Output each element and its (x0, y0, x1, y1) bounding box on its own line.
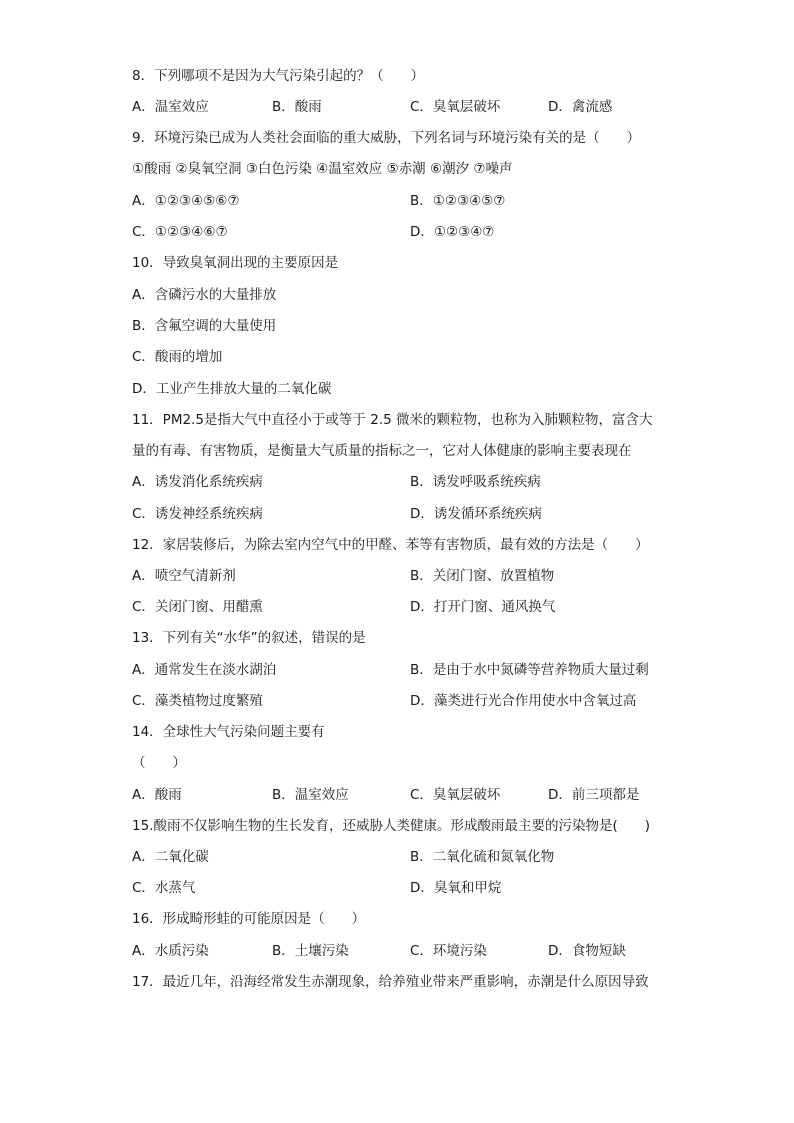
question-16-option-d: D．食物短缺 (548, 943, 626, 959)
question-13-option-a: A．通常发生在淡水湖泊 (132, 662, 277, 678)
question-9-items: ①酸雨 ②臭氧空洞 ③白色污染 ④温室效应 ⑤赤潮 ⑥潮汐 ⑦噪声 (132, 161, 513, 177)
question-11-option-a: A．诱发消化系统疾病 (132, 474, 263, 490)
question-17-stem: 17．最近几年，沿海经常发生赤潮现象，给养殖业带来严重影响，赤潮是什么原因导致 (132, 974, 649, 990)
question-13-stem: 13．下列有关“水华”的叙述，错误的是 (132, 630, 366, 646)
question-8-option-a: A．温室效应 (132, 99, 209, 115)
question-13-option-b: B．是由于水中氮磷等营养物质大量过剩 (410, 662, 649, 678)
question-8-option-d: D．禽流感 (548, 99, 613, 115)
question-10-option-b: B．含氟空调的大量使用 (132, 318, 277, 334)
question-16-option-a: A．水质污染 (132, 943, 209, 959)
question-12-option-a: A．喷空气清新剂 (132, 568, 236, 584)
question-9-option-a: A．①②③④⑤⑥⑦ (132, 193, 240, 209)
question-11-option-c: C．诱发神经系统疾病 (132, 506, 263, 522)
question-9-option-d: D．①②③④⑦ (410, 224, 495, 240)
question-15-option-b: B．二氧化硫和氮氧化物 (410, 849, 555, 865)
question-16-stem: 16．形成畸形蛙的可能原因是（ ） (132, 911, 366, 927)
question-15-option-d: D．臭氧和甲烷 (410, 880, 502, 896)
question-14-option-d: D．前三项都是 (548, 787, 640, 803)
question-14-option-b: B．温室效应 (272, 787, 349, 803)
question-10-option-a: A．含磷污水的大量排放 (132, 287, 277, 303)
question-11-option-d: D．诱发循环系统疾病 (410, 506, 542, 522)
question-9-stem: 9．环境污染已成为人类社会面临的重大威胁，下列名词与环境污染有关的是（ ） (132, 130, 641, 146)
question-15-stem: 15.酸雨不仅影响生物的生长发育，还威胁人类健康。形成酸雨最主要的污染物是( ) (132, 818, 651, 834)
question-14-stem: 14．全球性大气污染问题主要有 (132, 724, 325, 740)
question-15-option-c: C．水蒸气 (132, 880, 196, 896)
question-15-option-a: A．二氧化碳 (132, 849, 209, 865)
question-16-option-b: B．土壤污染 (272, 943, 349, 959)
question-8-option-c: C．臭氧层破坏 (410, 99, 501, 115)
question-12-option-d: D．打开门窗、通风换气 (410, 599, 556, 615)
question-10-option-d: D．工业产生排放大量的二氧化碳 (132, 381, 332, 397)
question-14-option-a: A．酸雨 (132, 787, 182, 803)
question-14-answer-blank: （ ） (132, 755, 186, 771)
question-8-stem: 8．下列哪项不是因为大气污染引起的？（ ） (132, 68, 425, 84)
question-14-option-c: C．臭氧层破坏 (410, 787, 501, 803)
question-11-stem-line1: 11．PM2.5是指大气中直径小于或等于 2.5 微米的颗粒物，也称为入肺颗粒物，富含大 (132, 412, 653, 428)
question-13-option-d: D．藻类进行光合作用使水中含氧过高 (410, 693, 637, 709)
question-9-option-c: C．①②③④⑥⑦ (132, 224, 228, 240)
question-13-option-c: C．藻类植物过度繁殖 (132, 693, 263, 709)
question-10-stem: 10．导致臭氧洞出现的主要原因是 (132, 255, 339, 271)
question-12-option-b: B．关闭门窗、放置植物 (410, 568, 555, 584)
question-8-option-b: B．酸雨 (272, 99, 322, 115)
question-16-option-c: C．环境污染 (410, 943, 487, 959)
question-11-option-b: B．诱发呼吸系统疾病 (410, 474, 541, 490)
question-12-option-c: C．关闭门窗、用醋熏 (132, 599, 263, 615)
question-10-option-c: C．酸雨的增加 (132, 349, 223, 365)
question-12-stem: 12．家居装修后，为除去室内空气中的甲醛、苯等有害物质，最有效的方法是（ ） (132, 537, 649, 553)
question-11-stem-line2: 量的有毒、有害物质，是衡量大气质量的指标之一，它对人体健康的影响主要表现在 (132, 443, 632, 459)
question-9-option-b: B．①②③④⑤⑦ (410, 193, 506, 209)
